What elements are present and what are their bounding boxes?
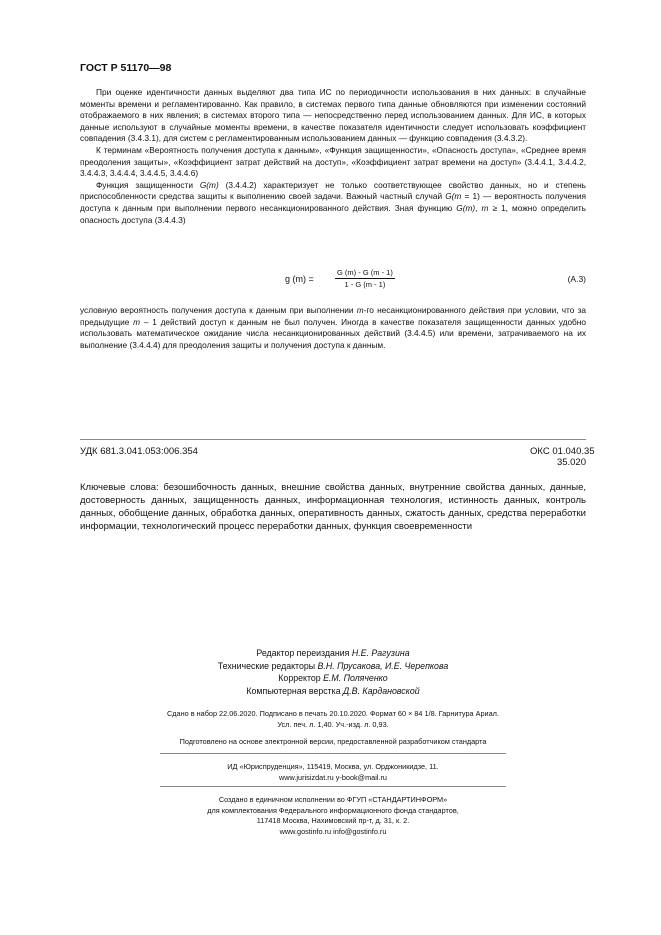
oks-code [530, 446, 595, 468]
corrector-role: Корректор [278, 673, 324, 684]
p3-a: Функция защищенности [96, 179, 200, 190]
editor-name: Н.Е. Рагузина [351, 648, 410, 658]
page-header-standard: ГОСТ Р 51170—98 [80, 62, 172, 74]
printer-line-3: 117418 Москва, Нахимовский пр-т, д. 31, к. 2. [256, 816, 410, 826]
p3-c: (3.4.4.2) характеризует не только соответствующее свойство данных, но и степень приспособленности средства защиты к выполнению своей задачи. Важный частный случай [80, 179, 586, 202]
divider-top [80, 439, 586, 440]
p3-g: , [475, 202, 482, 213]
p4-a: условную вероятность получения доступа к данным при выполнении [80, 305, 357, 315]
formula-number: (A.3) [567, 274, 586, 284]
oks-line-2: 35.020 [556, 457, 586, 468]
layout-role: Компьютерная верстка [246, 685, 344, 696]
publisher [80, 762, 586, 783]
credit-editor [80, 647, 586, 660]
paragraph-conditional-probability [80, 305, 586, 351]
formula-numerator: G (m) - G (m - 1) [337, 268, 393, 277]
publisher-line-2: www.jurisizdat.ru y-book@mail.ru [279, 772, 387, 782]
p3-i: ≥ 1, можно определить опасность доступа (3.4.4.3) [80, 202, 586, 225]
body-section-continued [80, 305, 586, 351]
udk-code: УДК 681.3.041.053:006.354 [80, 446, 198, 457]
credits [80, 647, 586, 697]
printer [80, 795, 586, 837]
divider-mid [160, 753, 506, 754]
keywords: Ключевые слова: безошибочность данных, внешние свойства данных, внутренние свойства данных, данные, достоверность данных, защищенность данных, информационная технология, истинность данных, контроль данных, обобщение данных, обработка данных, оперативность данных, сжатость данных, средства переработки информации, технологический процесс переработки данных, функция своевременности [80, 482, 586, 532]
p3-d: G(m [445, 191, 462, 202]
p4-b: m [356, 305, 364, 315]
formula-lhs: g (m) = [285, 274, 314, 284]
imprint-line-3: Подготовлено на основе электронной версии, предоставленной разработчиком стандарта [179, 737, 487, 746]
p3-e: = 1) — вероятность получения доступа к данным при выполнении первого несанкционированного действия. Зная функцию [80, 191, 586, 213]
formula-fraction [285, 268, 395, 289]
divider-bottom [160, 786, 506, 787]
imprint-source [80, 737, 586, 748]
paragraph-terms: К терминам «Вероятность получения доступа к данным», «Функция защищенности», «Опасность доступа», «Среднее время преодоления защиты», «Коэффициент затрат действий на доступ», «Коэффициент затрат времени на доступ» (3.4.4.1, 3.4.4.2, 3.4.4.3, 3.4.4.4, 3.4.4.5, 3.4.4.6) [80, 144, 586, 179]
p3-f: G(m) [456, 202, 476, 213]
tech-role: Технические редакторы [217, 660, 318, 671]
p4-d: m [133, 316, 141, 327]
editor-role: Редактор переиздания [256, 648, 352, 658]
publisher-line-1: ИД «Юриспруденция», 115419, Москва, ул. Орджоникидзе, 11. [227, 762, 439, 771]
p4-c: -го несанкционированного действия при условии, что за предыдущие [80, 305, 586, 327]
body-section [80, 87, 586, 226]
imprint [80, 709, 586, 730]
p3-h: m [481, 202, 489, 213]
tech-names: В.Н. Прусакова, И.Е. Черепкова [317, 660, 449, 671]
paragraph-protection-function [80, 180, 586, 226]
credit-corrector [80, 672, 586, 685]
formula-denominator: 1 - G (m - 1) [344, 280, 386, 289]
p3-b: G(m) [199, 179, 219, 190]
printer-line-4: www.gostinfo.ru info@gostinfo.ru [279, 826, 387, 836]
formula-a3 [80, 268, 586, 296]
credit-tech [80, 660, 586, 673]
oks-line-1: ОКС 01.040.35 [530, 446, 595, 457]
imprint-line-2: Усл. печ. л. 1,40. Уч.-изд. л. 0,93. [277, 719, 389, 729]
imprint-line-1: Сдано в набор 22.06.2020. Подписано в печать 20.10.2020. Формат 60 × 84 1/8. Гарнитура Ариал. [167, 709, 499, 718]
p4-e: – 1 действий доступ к данным не был получен. Иногда в качестве показателя защищенности данных удобно использовать математическое ожидание числа несанкционированных действий (3.4.4.5) или времени, затрачиваемого на их выполнение (3.4.4.4) для преодоления защиты и получения доступа к данным. [80, 316, 587, 350]
credit-layout [80, 685, 586, 698]
layout-name: Д.В. Кардановской [343, 685, 420, 696]
printer-line-2: для комплектования Федерального информационного фонда стандартов, [207, 805, 459, 815]
printer-line-1: Создано в единичном исполнении во ФГУП «СТАНДАРТИНФОРМ» [218, 795, 448, 804]
paragraph-identity: При оценке идентичности данных выделяют два типа ИС по периодичности использования в них данных: в случайные моменты времени и регламентированно. Как правило, в системах первого типа данные обновляются при изменении состояний отображаемого в них явления; в системах второго типа — непосредственно перед использованием данных. Для ИС, в которых данные используют в случайные моменты времени, в качестве показателя идентичности следует использовать коэффициент совпадения (3.4.3.1), для систем с регламентированным использованием данных — функцию совпадения (3.4.3.2). [80, 87, 586, 144]
corrector-name: Е.М. Поляченко [323, 673, 388, 684]
